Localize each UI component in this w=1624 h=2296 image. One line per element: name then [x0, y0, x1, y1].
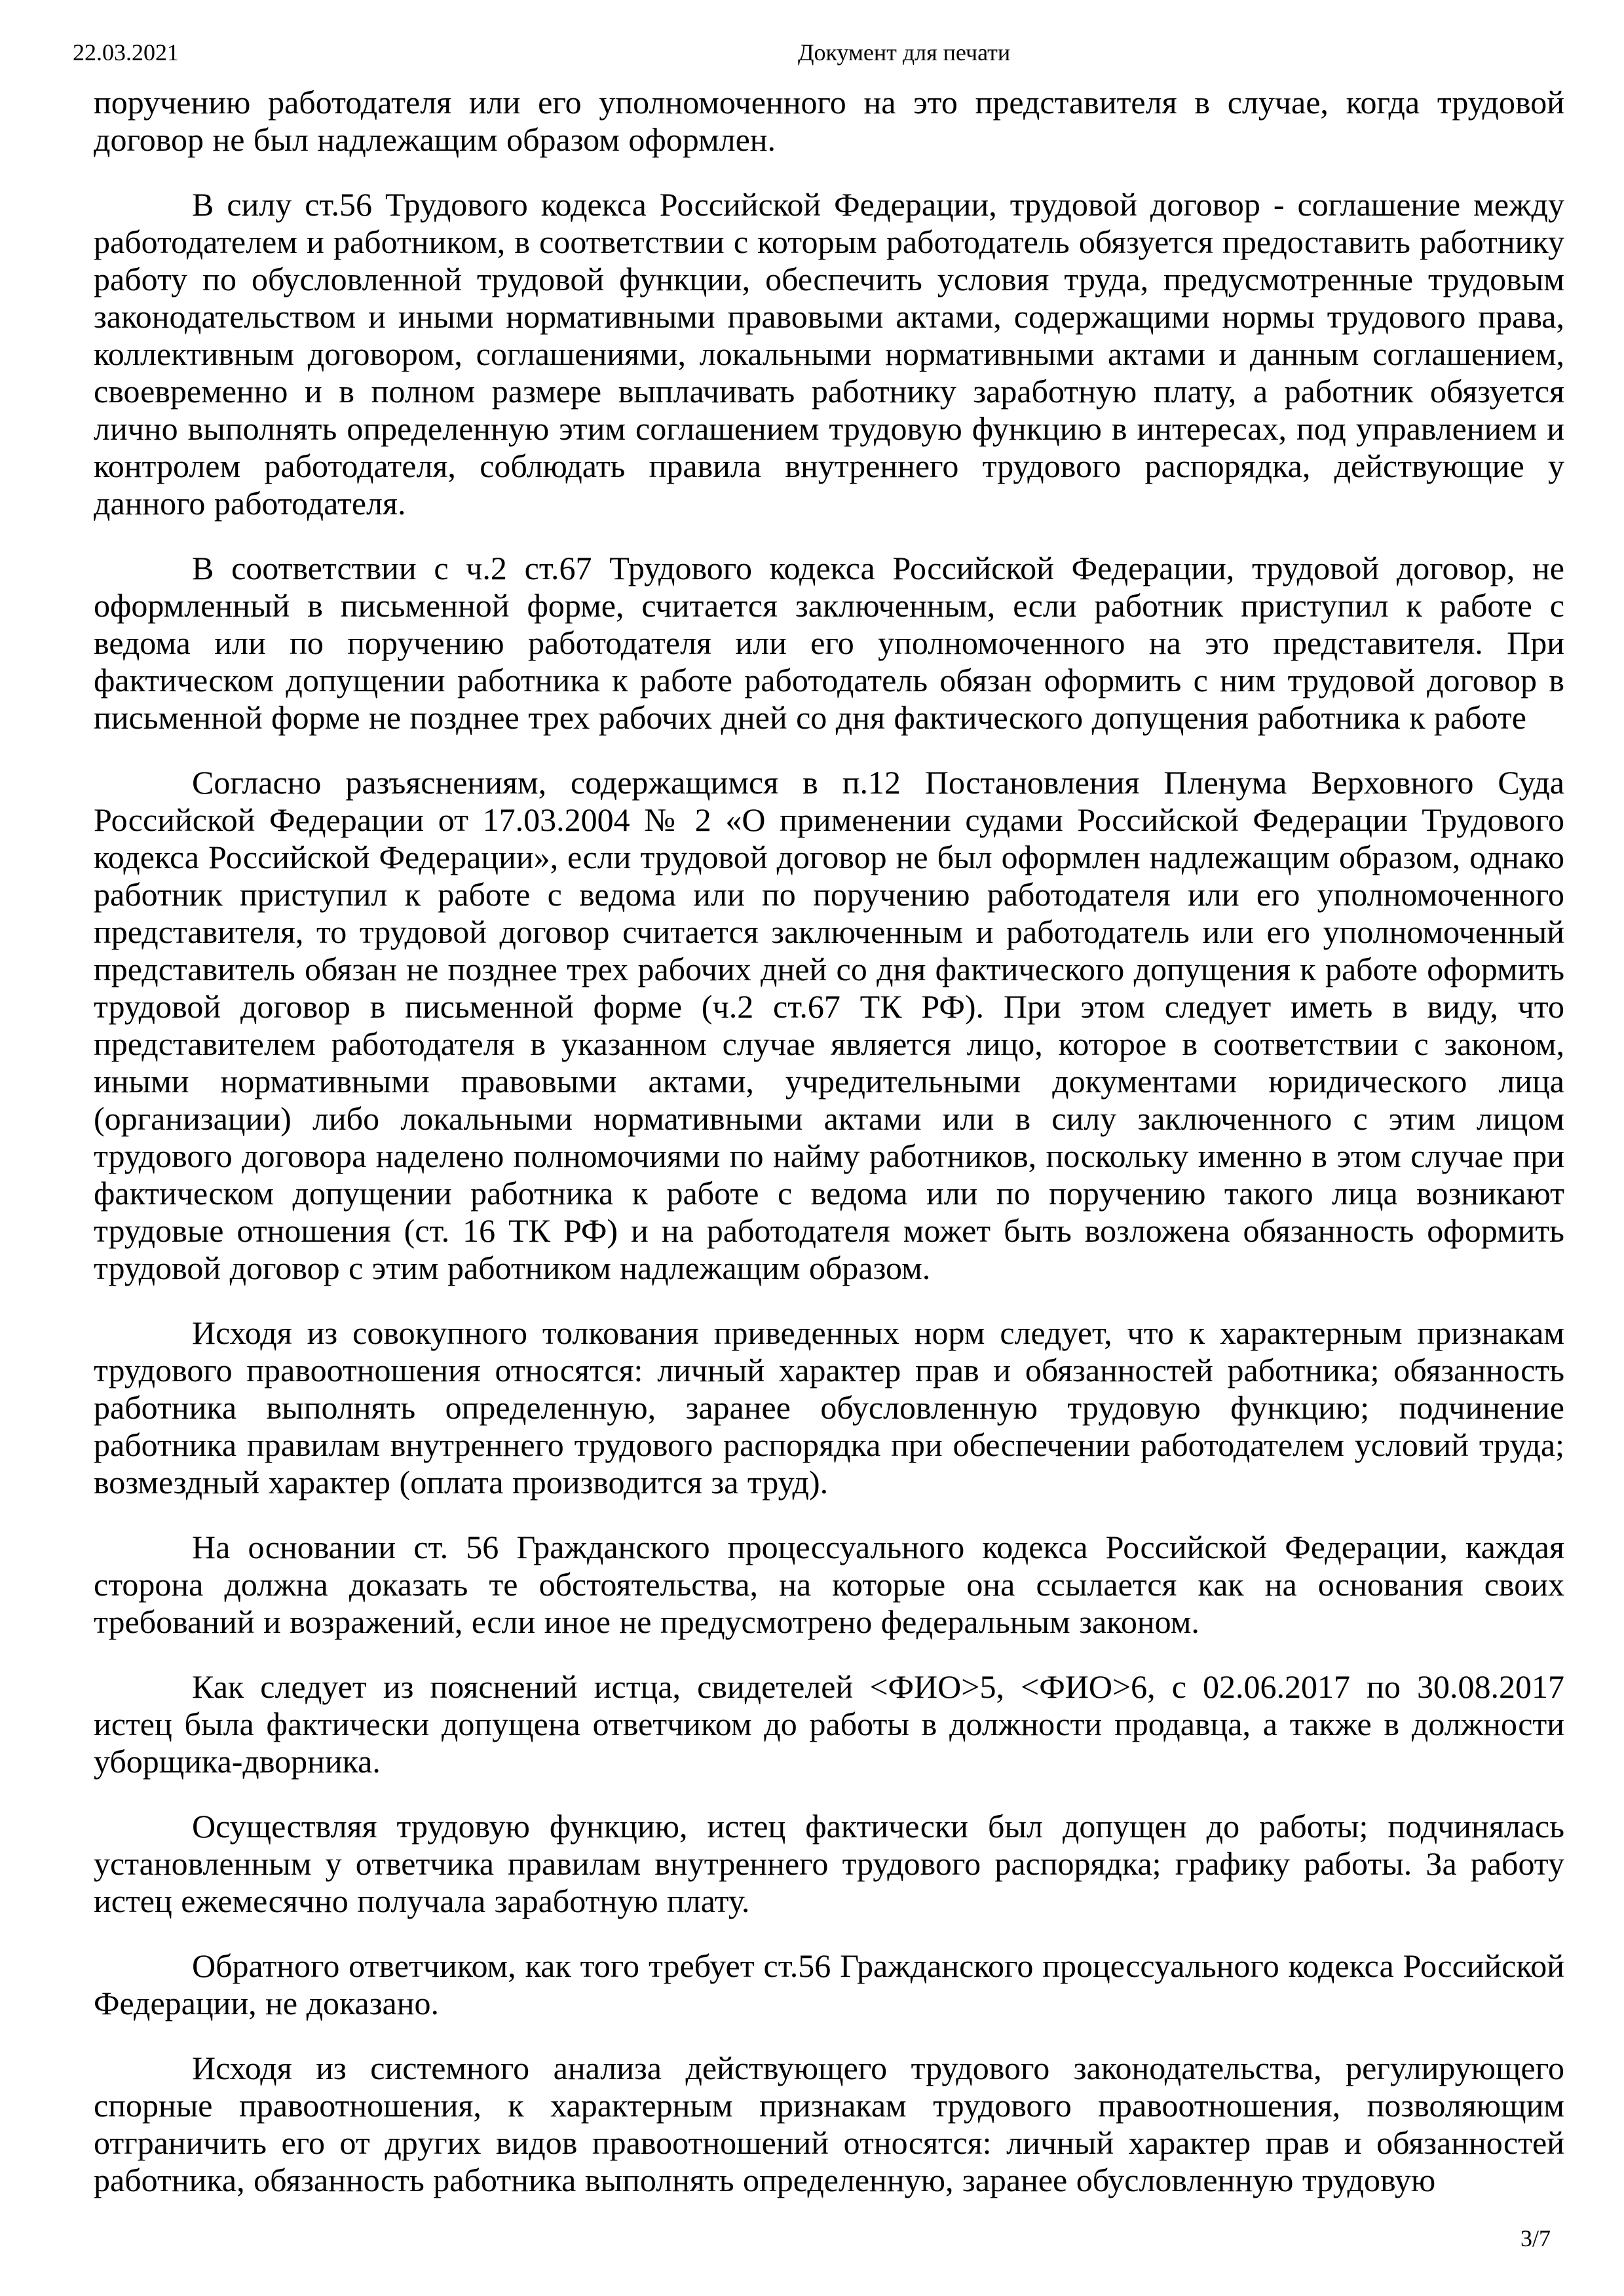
print-date: 22.03.2021	[73, 39, 179, 66]
paragraph: Исходя из совокупного толкования приведенных норм следует, что к характерным признакам трудового правоотношения относятся: личный характер прав и обязанностей работника; обязанность работника выполнять определенную, заранее обусловленную трудовую функцию; подчинение работника правилам внутреннего трудового распорядка при обеспечении работодателем условий труда; возмездный характер (оплата производится за труд).	[94, 1314, 1564, 1501]
paragraph: На основании ст. 56 Гражданского процессуального кодекса Российской Федерации, каждая сторона должна доказать те обстоятельства, на которые она ссылается как на основания своих требований и возражений, если иное не предусмотрено федеральным законом.	[94, 1529, 1564, 1640]
paragraph: Осуществляя трудовую функцию, истец фактически был допущен до работы; подчинялась установленным у ответчика правилам внутреннего трудового распорядка; графику работы. За работу истец ежемесячно получала заработную плату.	[94, 1808, 1564, 1919]
paragraph: Согласно разъяснениям, содержащимся в п.12 Постановления Пленума Верховного Суда Российской Федерации от 17.03.2004 № 2 «О применении судами Российской Федерации Трудового кодекса Российской Федерации», если трудовой договор не был оформлен надлежащим образом, однако работник приступил к работе с ведома или по поручению работодателя или его уполномоченного представителя, то трудовой договор считается заключенным и работодатель или его уполномоченный представитель обязан не позднее трех рабочих дней со дня фактического допущения к работе оформить трудовой договор в письменной форме (ч.2 ст.67 ТК РФ). При этом следует иметь в виду, что представителем работодателя в указанном случае является лицо, которое в соответствии с законом, иными нормативными правовыми актами, учредительными документами юридического лица (организации) либо локальными нормативными актами или в силу заключенного с этим лицом трудового договора наделено полномочиями по найму работников, поскольку именно в этом случае при фактическом допущении работника к работе с ведома или по поручению такого лица возникают трудовые отношения (ст. 16 ТК РФ) и на работодателя может быть возложена обязанность оформить трудовой договор с этим работником надлежащим образом.	[94, 764, 1564, 1286]
paragraph-continuation: поручению работодателя или его уполномоченного на это представителя в случае, когда трудовой договор не был надлежащим образом оформлен.	[94, 84, 1564, 158]
paragraph: В силу ст.56 Трудового кодекса Российской Федерации, трудовой договор - соглашение между работодателем и работником, в соответствии с которым работодатель обязуется предоставить работнику работу по обусловленной трудовой функции, обеспечить условия труда, предусмотренные трудовым законодательством и иными нормативными правовыми актами, содержащими нормы трудового права, коллективным договором, соглашениями, локальными нормативными актами и данным соглашением, своевременно и в полном размере выплачивать работнику заработную плату, а работник обязуется лично выполнять определенную этим соглашением трудовую функцию в интересах, под управлением и контролем работодателя, соблюдать правила внутреннего трудового распорядка, действующие у данного работодателя.	[94, 186, 1564, 522]
paragraph: Обратного ответчиком, как того требует ст.56 Гражданского процессуального кодекса Российской Федерации, не доказано.	[94, 1947, 1564, 2021]
page-number: 3/7	[1520, 2225, 1551, 2251]
paragraph: Как следует из пояснений истца, свидетелей <ФИО>5, <ФИО>6, с 02.06.2017 по 30.08.2017 истец была фактически допущена ответчиком до работы в должности продавца, а также в должности уборщика-дворника.	[94, 1668, 1564, 1780]
document-body	[94, 84, 1564, 2227]
paragraph: Исходя из системного анализа действующего трудового законодательства, регулирующего спорные правоотношения, к характерным признакам трудового правоотношения, позволяющим отграничить его от других видов правоотношений относятся: личный характер прав и обязанностей работника, обязанность работника выполнять определенную, заранее обусловленную трудовую	[94, 2050, 1564, 2198]
document-title: Документ для печати	[798, 39, 1011, 66]
paragraph: В соответствии с ч.2 ст.67 Трудового кодекса Российской Федерации, трудовой договор, не оформленный в письменной форме, считается заключенным, если работник приступил к работе с ведома или по поручению работодателя или его уполномоченного на это представителя. При фактическом допущении работника к работе работодатель обязан оформить с ним трудовой договор в письменной форме не позднее трех рабочих дней со дня фактического допущения работника к работе	[94, 550, 1564, 736]
